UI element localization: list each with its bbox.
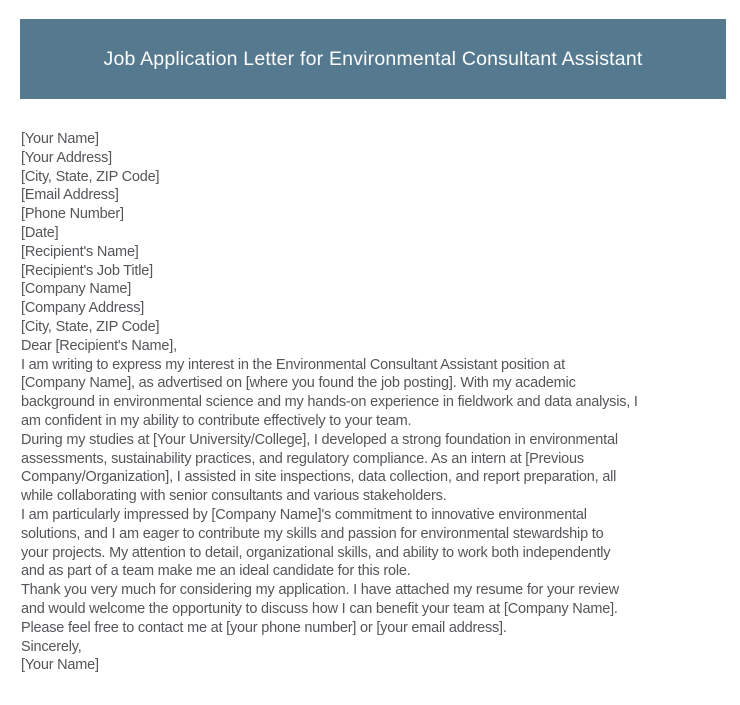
letter-line: [Date] bbox=[21, 224, 59, 241]
letter-line: [Company Address] bbox=[21, 300, 145, 317]
letter-line: I am writing to express my interest in the Environmental Consultant Assistant position at bbox=[21, 356, 565, 373]
letter-line: Please feel free to contact me at [your phone number] or [your email address]. bbox=[21, 619, 507, 636]
letter-line: During my studies at [Your University/College], I developed a strong foundation in environmental bbox=[21, 431, 618, 448]
paragraph-motivation bbox=[21, 506, 734, 581]
letter-line: [Your Name] bbox=[21, 131, 99, 147]
letter-line: [City, State, ZIP Code] bbox=[21, 318, 160, 335]
letter-line: your projects. My attention to detail, organizational skills, and ability to work both independently bbox=[21, 544, 611, 561]
sender-info bbox=[21, 130, 734, 243]
letter-line: while collaborating with senior consultants and various stakeholders. bbox=[21, 488, 447, 505]
letter-line: Thank you very much for considering my application. I have attached my resume for your review bbox=[21, 582, 619, 599]
paragraph-experience bbox=[21, 431, 734, 506]
letter-line: and as part of a team make me an ideal candidate for this role. bbox=[21, 563, 411, 580]
letter-line: [City, State, ZIP Code] bbox=[21, 168, 160, 185]
letter-line: [Phone Number] bbox=[21, 206, 124, 223]
signature bbox=[21, 656, 734, 675]
letter-line: I am particularly impressed by [Company Name]'s commitment to innovative environmental bbox=[21, 506, 587, 523]
letter-line: [Recipient's Job Title] bbox=[21, 262, 153, 279]
letter-line: assessments, sustainability practices, and regulatory compliance. As an intern at [Previous bbox=[21, 450, 584, 467]
letter-line: Dear [Recipient's Name], bbox=[21, 337, 177, 354]
letter-line: [Company Name] bbox=[21, 281, 132, 298]
salutation bbox=[21, 337, 734, 356]
letter-line: [Your Name] bbox=[21, 657, 99, 674]
closing bbox=[21, 638, 734, 657]
letter-line: [Your Address] bbox=[21, 149, 112, 166]
document-title-banner bbox=[20, 19, 726, 99]
recipient-info bbox=[21, 243, 734, 337]
letter-body bbox=[21, 130, 734, 675]
letter-line: Company/Organization], I assisted in site inspections, data collection, and report preparation, all bbox=[21, 469, 617, 486]
letter-line: [Company Name], as advertised on [where you found the job posting]. With my academic bbox=[21, 375, 576, 392]
paragraph-thanks bbox=[21, 581, 734, 637]
letter-line: [Recipient's Name] bbox=[21, 243, 139, 260]
letter-line: [Email Address] bbox=[21, 187, 119, 204]
page-title: Job Application Letter for Environmental Consultant Assistant bbox=[103, 47, 643, 70]
letter-line: am confident in my ability to contribute effectively to your team. bbox=[21, 412, 412, 429]
letter-line: Sincerely, bbox=[21, 638, 82, 655]
letter-line: solutions, and I am eager to contribute my skills and passion for environmental stewardship to bbox=[21, 525, 604, 542]
letter-line: and would welcome the opportunity to discuss how I can benefit your team at [Company Name]. bbox=[21, 600, 618, 617]
paragraph-intro bbox=[21, 356, 734, 431]
letter-line: background in environmental science and my hands-on experience in fieldwork and data analysis, I bbox=[21, 394, 638, 411]
